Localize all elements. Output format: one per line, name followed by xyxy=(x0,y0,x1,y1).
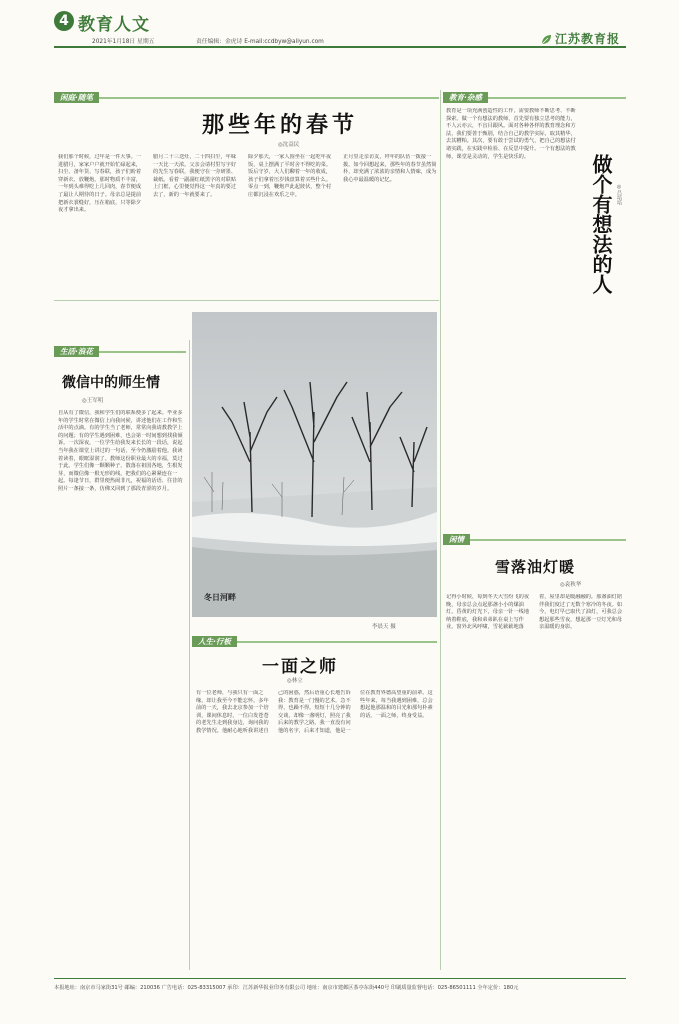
divider-1 xyxy=(54,300,439,301)
article-2-title: 微信中的师生情 xyxy=(62,375,160,391)
photo-caption: 冬日河畔 xyxy=(204,593,236,602)
article-1-col-d: 正月里走亲访友，拜年的队伍一拨接一拨。如今回想起来，那些年的春节虽然简朴，却充满了浓浓的亲情和人情味，成为我心中最温暖的记忆。 xyxy=(343,154,437,183)
column-label: 人生·行板 xyxy=(192,636,237,647)
footer-address: 本报地址：南京市马家街31号 邮编：210036 广告电话：025-83315007 承印：江苏新华报业印务有限公司 地址：南京市建邺区茶亭东街440号 印刷质量监督电话：025-86501111 全年定价：180元 xyxy=(54,985,519,991)
editor-line: 责任编辑：金虎诗 E-mail:ccdbyw@aliyun.com xyxy=(196,39,324,45)
article-5-body: 记得小时候，每到冬天大雪纷飞的夜晚，母亲总会点起那盏小小的煤油灯。昏黄的灯光下，母亲一针一线地纳着鞋底，我和弟弟趴在桌上写作业。窗外北风呼啸，雪花簌簌地落着，屋里却是暖融融的。那盏油灯陪伴我们度过了无数个寒冷的冬夜。如今，电灯早已取代了油灯，可我总会想起那些雪夜，想起那一豆灯光和母亲温暖的身影。 xyxy=(446,594,623,631)
column-label: 闲情 xyxy=(443,534,470,545)
article-4-body: 教育是一项充满创造性的工作，需要教师不断思考、不断探索。做一个有想法的教师，首先要有独立思考的能力，不人云亦云，不盲目跟风。面对各种各样的教育理念和方法，我们要善于甄别，结合自己的教学实际，取其精华，去其糟粕。其次，要有敢于尝试的勇气，把自己的想法付诸实践，在实践中检验、在反思中提升。一个有想法的教师，课堂是灵动的，学生是快乐的。 xyxy=(446,108,576,160)
vertical-divider-left xyxy=(189,340,190,970)
footer-divider xyxy=(54,978,626,979)
column-label: 生活·浪花 xyxy=(54,346,99,357)
column-tag-3 xyxy=(192,636,437,647)
column-tag-5 xyxy=(443,534,626,545)
column-tag-2 xyxy=(54,346,186,357)
date-issue: 2021年1月18日 星期五 xyxy=(92,39,155,45)
article-5-byline: ◎袁秋华 xyxy=(560,582,582,588)
photo-credit: 李晨天 摄 xyxy=(372,624,396,630)
article-2-byline: ◎王军明 xyxy=(82,398,104,404)
article-4-byline: ◎吕培培 xyxy=(616,184,622,205)
article-1-byline: ◎沈益民 xyxy=(278,142,300,148)
page-header xyxy=(0,0,679,58)
column-label: 教育·杂感 xyxy=(443,92,488,103)
article-2-body: 自从有了微信，我和学生们的联系便多了起来。毕业多年的学生时常在微信上向我问候，讲述他们在工作和生活中的点滴。有的学生当了老师，常常向我请教教学上的问题；有的学生遇到困难，也会第一时间想到找我倾诉。一次深夜，一位学生给我发来长长的一段话，说起当年我在课堂上讲过的一句话，至今仍激励着他。我读着读着，眼眶湿润了。教师这份职业最大的幸福，莫过于此。学生们像一颗颗种子，散落在祖国各地，生根发芽，而微信像一根无形的线，把我们的心紧紧连在一起。每逢节日，群里便热闹非凡，祝福的话语、往昔的照片一条接一条，仿佛又回到了那段青涩的岁月。 xyxy=(58,410,183,492)
article-3-byline: ◎林立 xyxy=(287,678,303,684)
winter-river-photo xyxy=(192,312,437,617)
vertical-divider-right xyxy=(440,90,441,970)
article-3-title: 一面之师 xyxy=(262,657,338,677)
article-3-body: 有一位老师，与我只有一面之缘，却让我至今不能忘怀。多年前的一天，我去北京参加一个培训，课间休息时，一位白发苍苍的老先生走到我身边，询问我的教学情况。他耐心地听我讲述自己的困惑，然后语重心长地告诉我：教育是一门慢的艺术，急不得，也躁不得。短短十几分钟的交谈，却像一盏明灯，照亮了我后来的教学之路。我一直没有问他的名字，后来才知道，他是一位在教育界德高望重的前辈。这些年来，每当我遇到困难，总会想起他那温和的目光和那句朴素的话。一面之师，终身受益。 xyxy=(196,690,433,734)
column-tag-1 xyxy=(54,92,439,103)
article-1-col-c: 除夕那天，一家人围坐在一起吃年夜饭，桌上摆满了平时舍不得吃的菜。饭后守岁，大人们聊着一年的收成，孩子们拿着压岁钱盘算着买些什么。零点一到，鞭炮声此起彼伏，整个村庄都沉浸在欢乐之中。 xyxy=(248,154,332,198)
article-1-col-b: 腊月二十三送灶，二十四扫尘，年味一天比一天浓。父亲会请村里写字好的先生写春联，我便守在一旁研墨、裁纸。看着一副副红纸黑字的对联贴上门框，心里便觉得这一年真的要过去了，新的一年就要来了。 xyxy=(153,154,237,198)
leaf-icon xyxy=(540,31,552,43)
page-number: 4 xyxy=(59,13,69,29)
article-4-title: 做个有想法的人 xyxy=(589,154,613,294)
page-number-badge xyxy=(54,11,74,31)
masthead: 江苏教育报 xyxy=(555,32,621,46)
section-title: 教育人文 xyxy=(78,15,150,35)
article-5-title: 雪落油灯暖 xyxy=(494,558,575,576)
column-tag-4 xyxy=(443,92,626,103)
column-label: 闲庭·随笔 xyxy=(54,92,99,103)
article-1-title: 那些年的春节 xyxy=(201,113,358,138)
header-divider xyxy=(54,46,626,48)
article-1-col-a: 我们那个时候，过年是一件大事。一进腊月，家家户户就开始忙碌起来，扫尘、备年货、写春联，孩子们盼着穿新衣、放鞭炮。那时物质不丰富，一年到头难得吃上几回肉，春节便成了最让人期待的日子。母亲总是提前把新衣裳缝好，压在箱底，只等除夕夜才拿出来。 xyxy=(58,154,142,214)
